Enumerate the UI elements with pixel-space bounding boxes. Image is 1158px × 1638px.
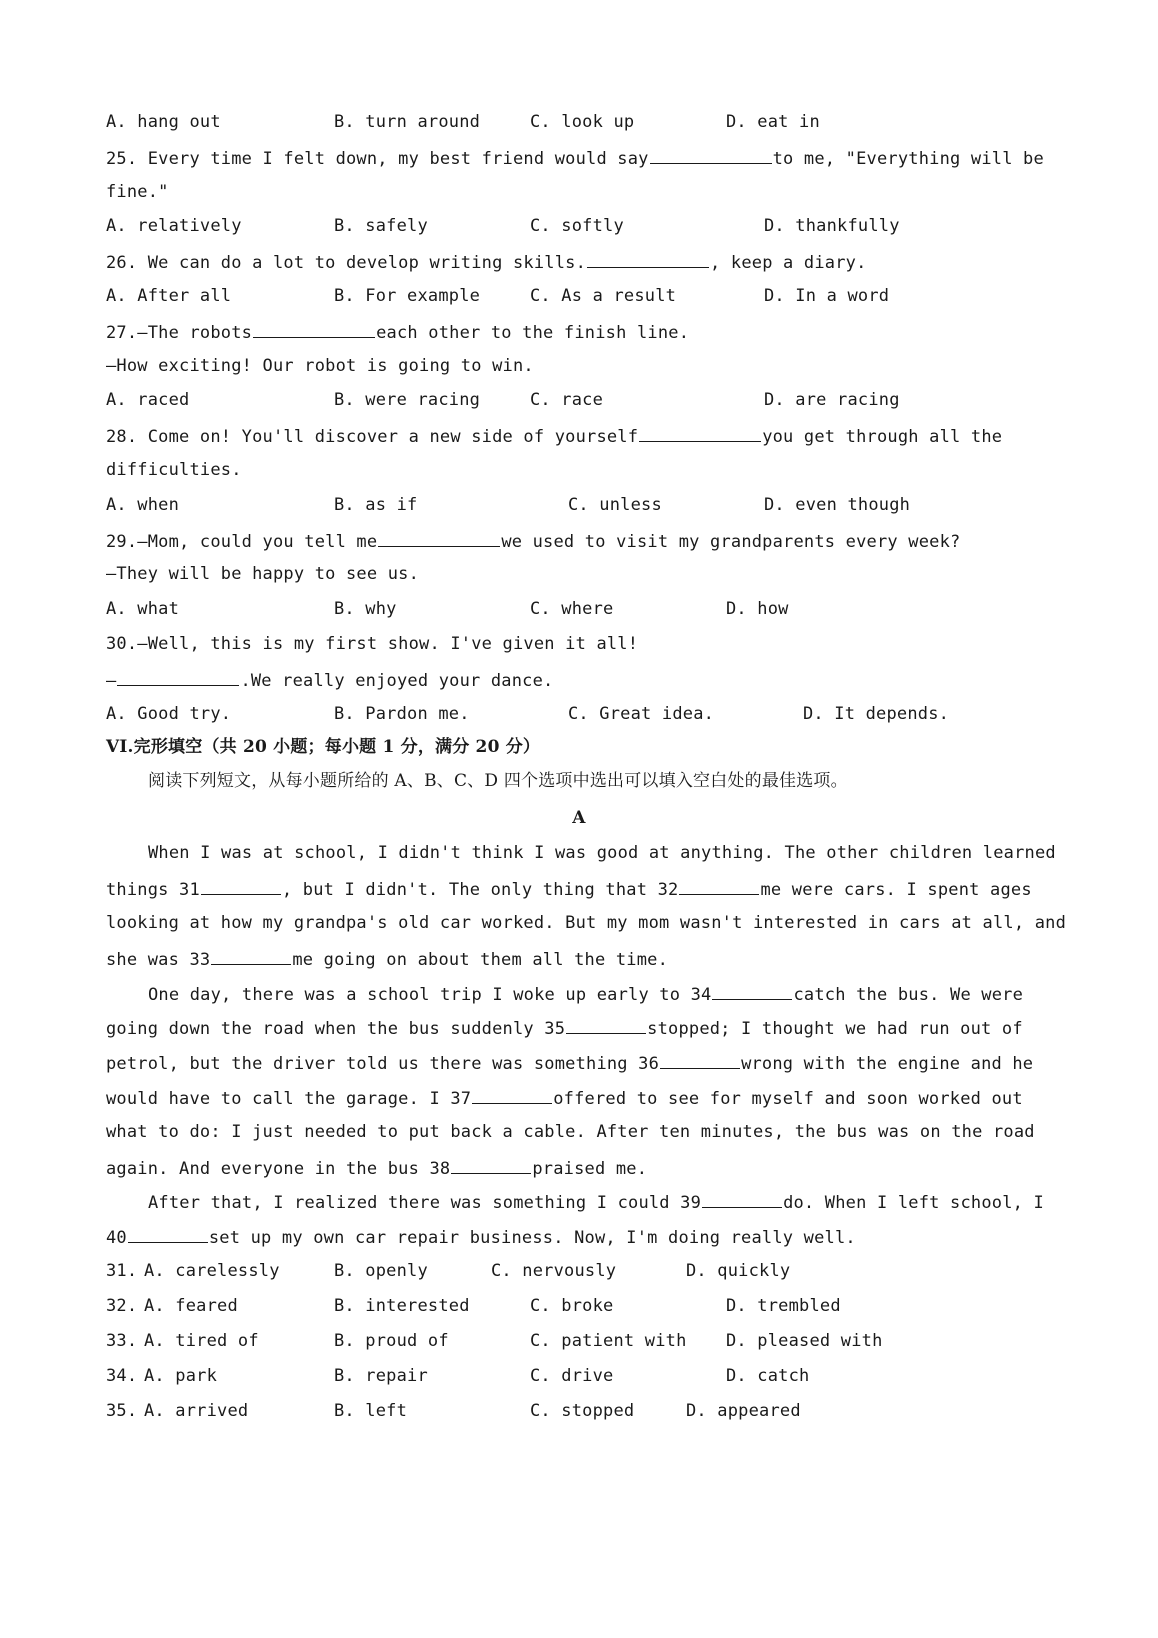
option-d: D. pleased with <box>726 1331 883 1351</box>
option-a: A. hang out <box>106 112 221 132</box>
option-d: D. eat in <box>726 112 820 132</box>
cloze-options-31 <box>106 1260 1066 1282</box>
option-a: A. when <box>106 495 180 515</box>
option-c: C. Great idea. <box>568 704 715 724</box>
option-c: C. unless <box>568 495 662 515</box>
q30-options <box>106 703 1066 725</box>
option-b: B. why <box>334 599 397 619</box>
option-b: B. openly <box>334 1261 428 1281</box>
passage-line: 40 set up my own car repair business. Now, I'm doing really well. <box>106 1225 856 1249</box>
option-c: C. drive <box>530 1366 614 1386</box>
blank-35 <box>566 1016 646 1034</box>
option-c: C. softly <box>530 216 624 236</box>
option-b: B. Pardon me. <box>334 704 470 724</box>
option-a: A. Good try. <box>106 704 232 724</box>
option-d: D. It depends. <box>803 704 950 724</box>
passage-line: When I was at school, I didn't think I was good at anything. The other children learned <box>148 843 1056 863</box>
option-a: A. carelessly <box>144 1261 280 1281</box>
option-a: A. park <box>144 1366 218 1386</box>
passage-line: After that, I realized there was something I could 39 do. When I left school, I <box>148 1190 1044 1214</box>
passage-line: going down the road when the bus suddenly 35 stopped; I thought we had run out of <box>106 1016 1023 1040</box>
question-28: 28. Come on! You'll discover a new side of yourself you get through all the <box>106 424 1002 448</box>
option-d: D. even though <box>764 495 911 515</box>
option-c: C. look up <box>530 112 635 132</box>
option-a: A. feared <box>144 1296 238 1316</box>
q26-options <box>106 285 1066 307</box>
question-number: 33. <box>106 1331 138 1351</box>
option-c: C. broke <box>530 1296 614 1316</box>
option-a: A. what <box>106 599 180 619</box>
q24-options <box>106 111 1066 133</box>
question-number: 32. <box>106 1296 138 1316</box>
option-b: B. proud of <box>334 1331 449 1351</box>
passage-line: what to do: I just needed to put back a cable. After ten minutes, the bus was on the road <box>106 1122 1035 1142</box>
section-instruction: 阅读下列短文，从每小题所给的 A、B、C、D 四个选项中选出可以填入空白处的最佳选项。 <box>148 771 848 791</box>
passage-line: would have to call the garage. I 37 offered to see for myself and soon worked out <box>106 1086 1023 1110</box>
option-d: D. In a word <box>764 286 890 306</box>
answer-blank <box>587 250 709 268</box>
option-d: D. quickly <box>686 1261 791 1281</box>
question-29-reply: —They will be happy to see us. <box>106 564 420 584</box>
q27-options <box>106 389 1066 411</box>
question-number: 35. <box>106 1401 138 1421</box>
question-25-continued: fine." <box>106 182 169 202</box>
option-b: B. For example <box>334 286 481 306</box>
option-d: D. trembled <box>726 1296 841 1316</box>
option-c: C. patient with <box>530 1331 687 1351</box>
question-25: 25. Every time I felt down, my best friend would say to me, "Everything will be <box>106 146 1044 170</box>
question-27-reply: —How exciting! Our robot is going to win. <box>106 356 534 376</box>
cloze-options-34 <box>106 1365 1066 1387</box>
question-number: 31. <box>106 1261 138 1281</box>
option-a: A. arrived <box>144 1401 249 1421</box>
option-b: B. safely <box>334 216 428 236</box>
option-a: A. tired of <box>144 1331 259 1351</box>
q25-options <box>106 215 1066 237</box>
answer-blank <box>117 668 239 686</box>
option-d: D. thankfully <box>764 216 900 236</box>
option-c: C. nervously <box>491 1261 617 1281</box>
answer-blank <box>253 320 375 338</box>
question-28-continued: difficulties. <box>106 460 242 480</box>
question-26: 26. We can do a lot to develop writing skills. , keep a diary. <box>106 250 867 274</box>
blank-40 <box>128 1225 208 1243</box>
option-c: C. where <box>530 599 614 619</box>
question-number: 34. <box>106 1366 138 1386</box>
cloze-options-35 <box>106 1400 1066 1422</box>
option-d: D. are racing <box>764 390 900 410</box>
blank-38 <box>451 1156 531 1174</box>
option-d: D. catch <box>726 1366 810 1386</box>
option-b: B. turn around <box>334 112 481 132</box>
option-b: B. as if <box>334 495 418 515</box>
option-b: B. repair <box>334 1366 428 1386</box>
cloze-options-32 <box>106 1295 1066 1317</box>
blank-39 <box>702 1190 782 1208</box>
option-b: B. interested <box>334 1296 470 1316</box>
option-c: C. race <box>530 390 604 410</box>
answer-blank <box>650 146 772 164</box>
blank-31 <box>201 877 281 895</box>
passage-line: again. And everyone in the bus 38 praised me. <box>106 1156 647 1180</box>
question-30: 30.—Well, this is my first show. I've given it all! <box>106 634 639 654</box>
question-30-reply: — .We really enjoyed your dance. <box>106 668 553 692</box>
option-b: B. were racing <box>334 390 481 410</box>
option-c: C. As a result <box>530 286 677 306</box>
blank-34 <box>712 982 792 1000</box>
option-a: A. After all <box>106 286 232 306</box>
blank-36 <box>660 1051 740 1069</box>
option-a: A. raced <box>106 390 190 410</box>
cloze-options-33 <box>106 1330 1066 1352</box>
passage-line: petrol, but the driver told us there was something 36 wrong with the engine and he <box>106 1051 1033 1075</box>
blank-37 <box>472 1086 552 1104</box>
passage-label: A <box>572 808 586 828</box>
answer-blank <box>639 424 761 442</box>
q29-options <box>106 598 1066 620</box>
answer-blank <box>378 529 500 547</box>
q28-options <box>106 494 1066 516</box>
section-heading: VI.完形填空（共 20 小题；每小题 1 分，满分 20 分） <box>106 737 541 757</box>
option-d: D. appeared <box>686 1401 801 1421</box>
question-27: 27.—The robots each other to the finish line. <box>106 320 689 344</box>
passage-line: One day, there was a school trip I woke up early to 34 catch the bus. We were <box>148 982 1023 1006</box>
passage-line: things 31 , but I didn't. The only thing that 32 me were cars. I spent ages <box>106 877 1032 901</box>
option-c: C. stopped <box>530 1401 635 1421</box>
option-a: A. relatively <box>106 216 242 236</box>
option-b: B. left <box>334 1401 408 1421</box>
blank-33 <box>211 947 291 965</box>
question-29: 29.—Mom, could you tell me we used to visit my grandparents every week? <box>106 529 960 553</box>
blank-32 <box>679 877 759 895</box>
passage-line: looking at how my grandpa's old car worked. But my mom wasn't interested in cars at all, and <box>106 913 1067 933</box>
passage-line: she was 33 me going on about them all the time. <box>106 947 668 971</box>
option-d: D. how <box>726 599 789 619</box>
